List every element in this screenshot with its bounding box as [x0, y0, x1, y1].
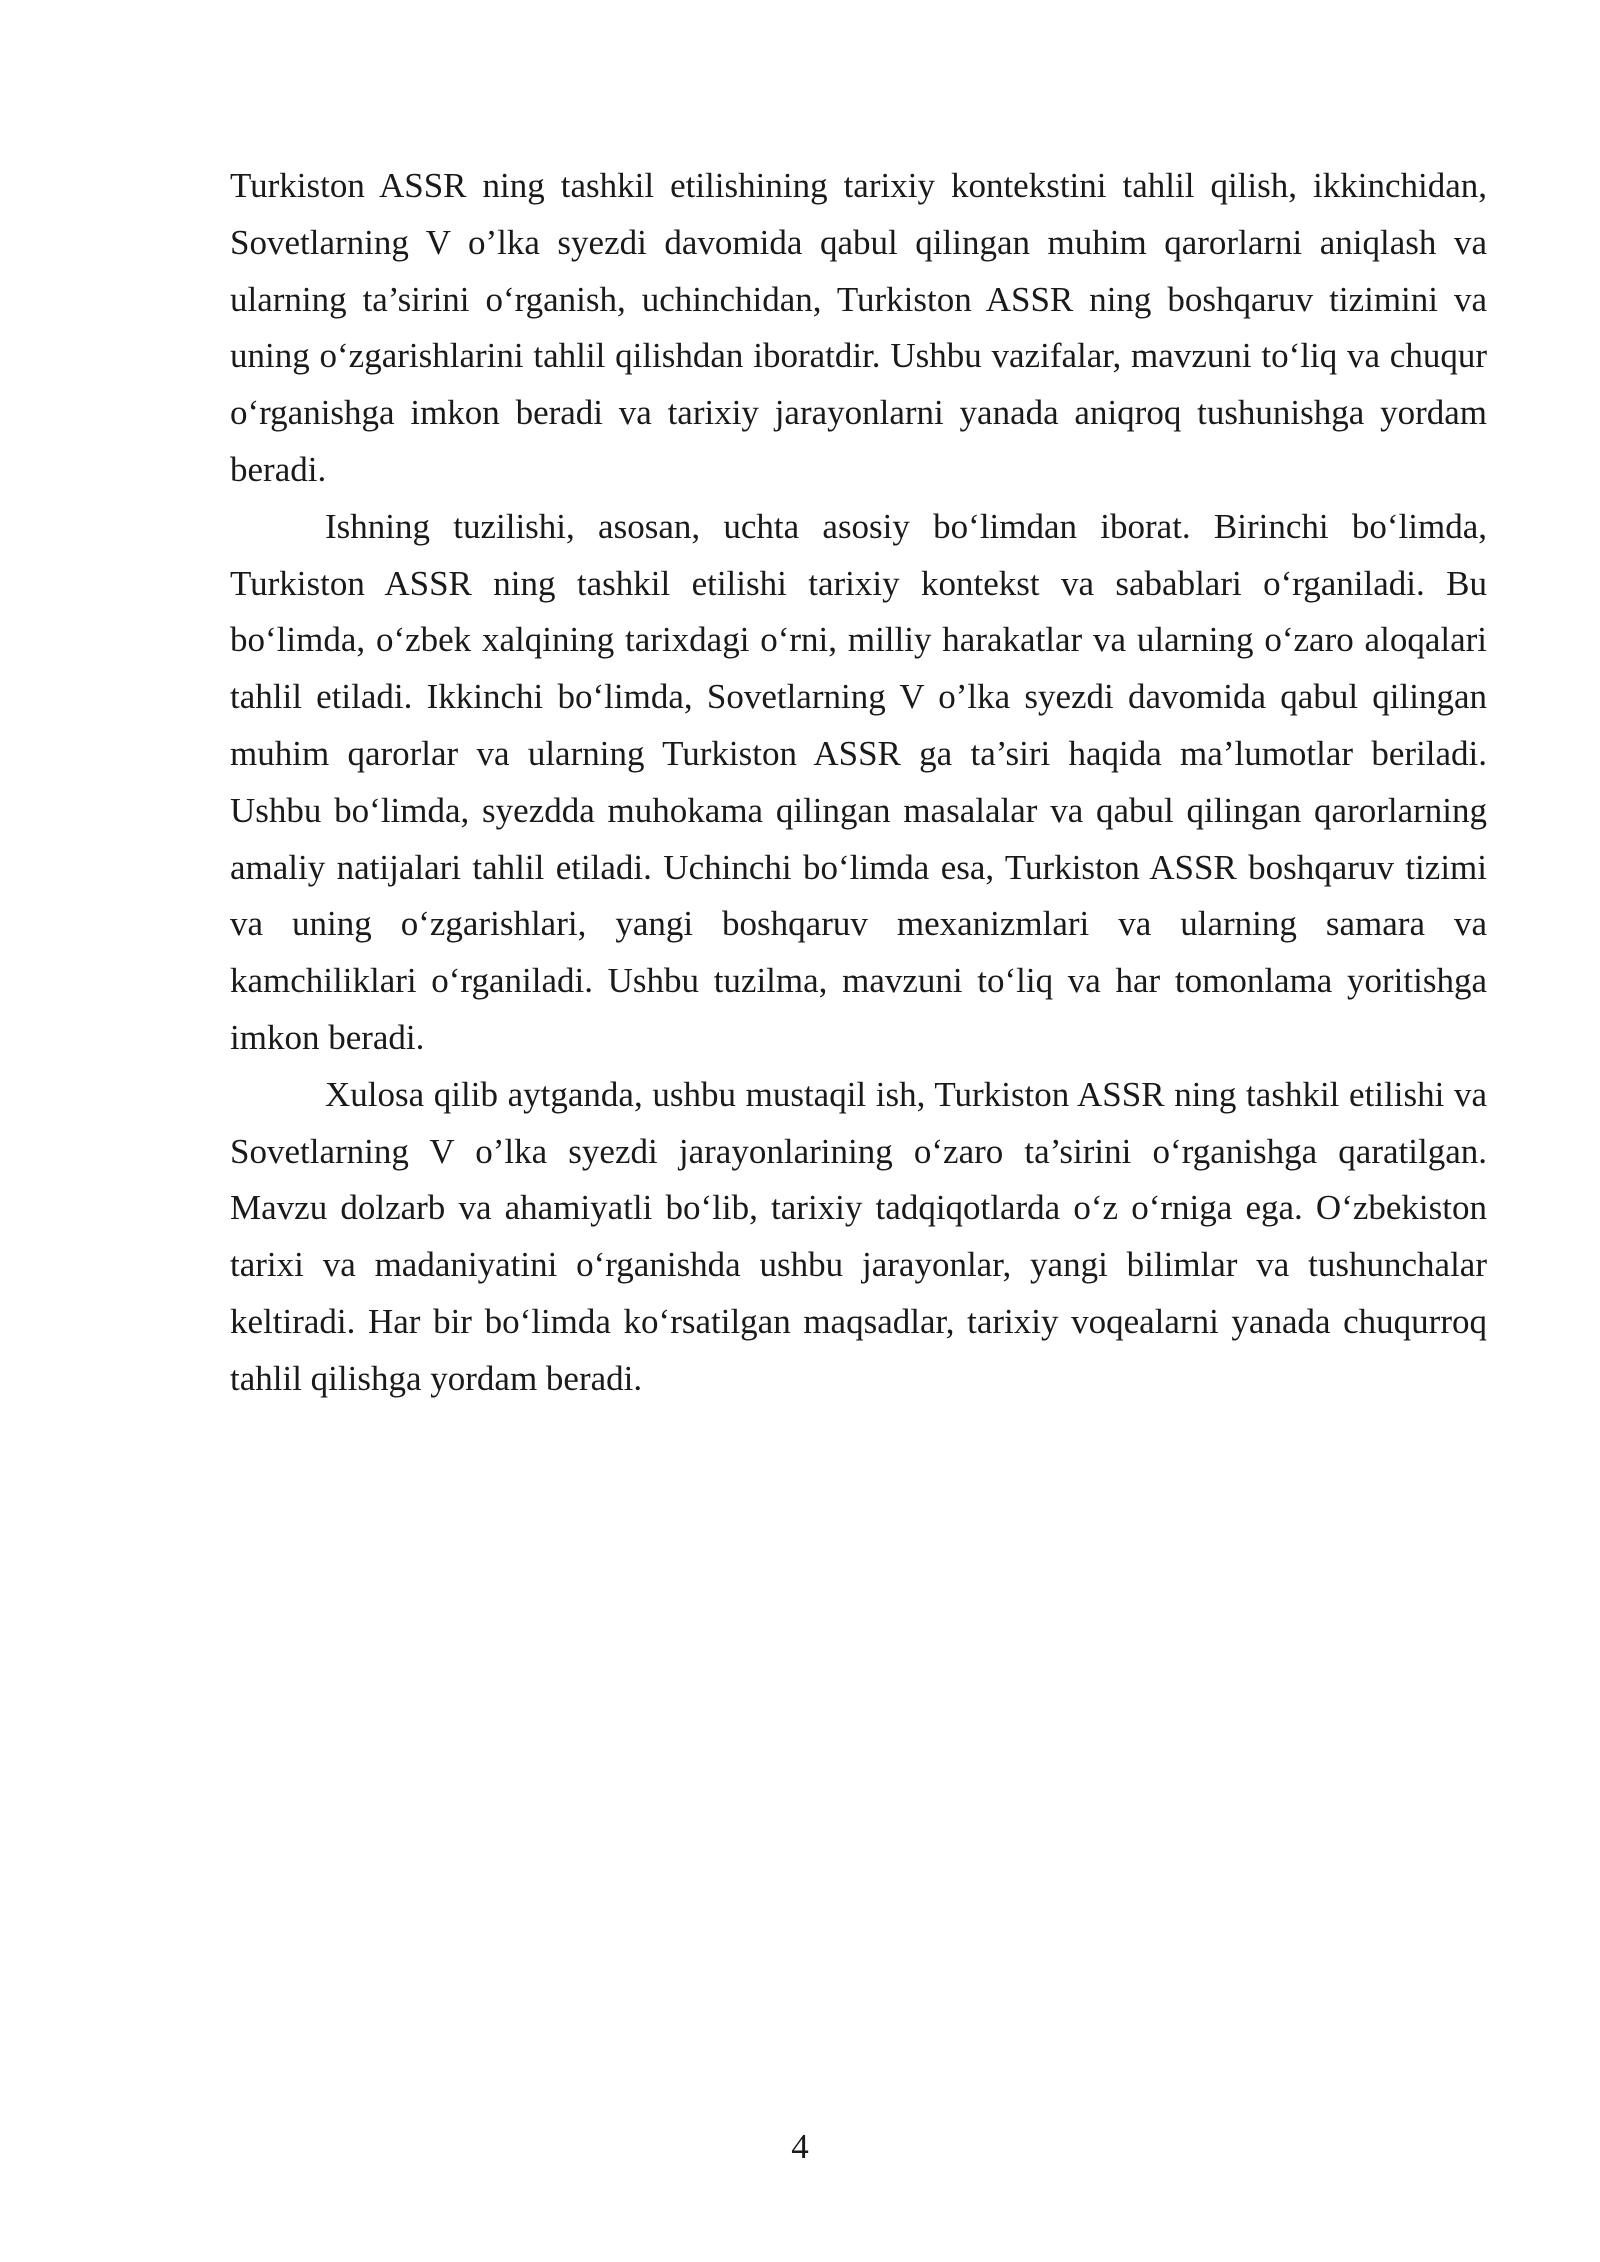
document-body	[230, 158, 1487, 1408]
paragraph-structure: Ishning tuzilishi, asosan, uchta asosiy bo‘limdan iborat. Birinchi bo‘limda, Turkiston ASSR ning tashkil etilishi tarixiy kontekst va sabablari o‘rganiladi. Bu bo‘limda, o‘zbek xalqining tarixdagi o‘rni, milliy harakatlar va ularning o‘zaro aloqalari tahlil etiladi. Ikkinchi bo‘limda, Sovetlarning V o’lka syezdi davomida qabul qilingan muhim qarorlar va ularning Turkiston ASSR ga ta’siri haqida ma’lumotlar beriladi. Ushbu bo‘limda, syezdda muhokama qilingan masalalar va qabul qilingan qarorlarning amaliy natijalari tahlil etiladi. Uchinchi bo‘limda esa, Turkiston ASSR boshqaruv tizimi va uning o‘zgarishlari, yangi boshqaruv mexanizmlari va ularning samara va kamchiliklari o‘rganiladi. Ushbu tuzilma, mavzuni to‘liq va har tomonlama yoritishga imkon beradi.	[230, 506, 1487, 1057]
paragraph-continuation: Turkiston ASSR ning tashkil etilishining tarixiy kontekstini tahlil qilish, ikkinchidan, Sovetlarning V o’lka syezdi davomida qabul qilingan muhim qarorlarni aniqlash va ularning ta’sirini o‘rganish, uchinchidan, Turkiston ASSR ning boshqaruv tizimini va uning o‘zgarishlarini tahlil qilishdan iboratdir. Ushbu vazifalar, mavzuni to‘liq va chuqur o‘rganishga imkon beradi va tarixiy jarayonlarni yanada aniqroq tushunishga yordam beradi.	[230, 166, 1487, 489]
page-number: 4	[791, 2127, 809, 2166]
paragraph-conclusion: Xulosa qilib aytganda, ushbu mustaqil ish, Turkiston ASSR ning tashkil etilishi va Sovetlarning V o’lka syezdi jarayonlarining o‘zaro ta’sirini o‘rganishga qaratilgan. Mavzu dolzarb va ahamiyatli bo‘lib, tarixiy tadqiqotlarda o‘z o‘rniga ega. O‘zbekiston tarixi va madaniyatini o‘rganishda ushbu jarayonlar, yangi bilimlar va tushunchalar keltiradi. Har bir bo‘limda ko‘rsatilgan maqsadlar, tarixiy voqealarni yanada chuqurroq tahlil qilishga yordam beradi.	[230, 1074, 1487, 1398]
